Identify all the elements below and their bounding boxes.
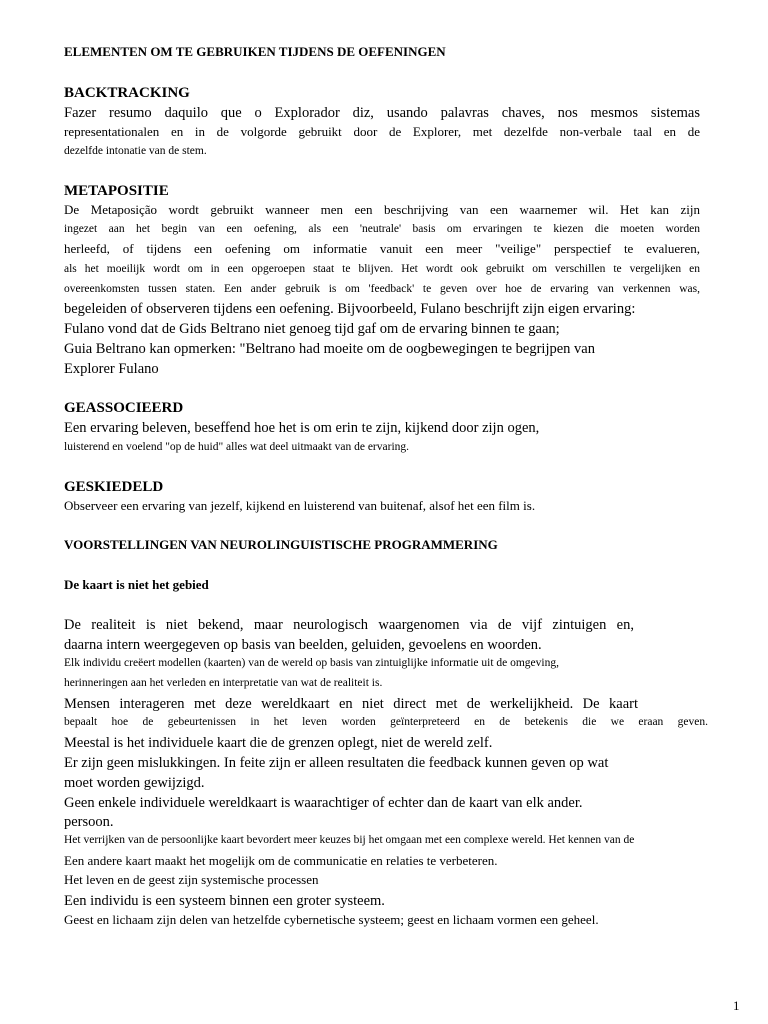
paragraph-line: representationalen en in de volgorde gebruikt door de Explorer, met dezelfde non-verbale taal en de — [64, 124, 700, 139]
paragraph-line: bepaalt hoe de gebeurtenissen in het leven worden geïnterpreteerd en de betekenis die we eraan geven. — [64, 716, 708, 728]
paragraph-line: Fazer resumo daquilo que o Explorador diz, usando palavras chaves, nos mesmos sistemas — [64, 105, 700, 121]
heading-geassocieerd: GEASSOCIEERD — [64, 400, 184, 416]
paragraph-line: Geest en lichaam zijn delen van hetzelfde cybernetische systeem; geest en lichaam vormen een geheel. — [64, 912, 599, 927]
paragraph-line: De Metaposição wordt gebruikt wanneer men een beschrijving van een waarnemer wil. Het kan zijn — [64, 202, 700, 217]
paragraph-line: Explorer Fulano — [64, 361, 159, 377]
paragraph-line: Een individu is een systeem binnen een groter systeem. — [64, 893, 385, 909]
paragraph-line: herinneringen aan het verleden en interpretatie van wat de realiteit is. — [64, 677, 383, 689]
paragraph-line: moet worden gewijzigd. — [64, 775, 205, 791]
paragraph-line: Observeer een ervaring van jezelf, kijkend en luisterend van buitenaf, alsof het een film is. — [64, 498, 536, 513]
paragraph-line: Een ervaring beleven, beseffend hoe het is om erin te zijn, kijkend door zijn ogen, — [64, 420, 540, 436]
paragraph-line: Geen enkele individuele wereldkaart is waarachtiger of echter dan de kaart van elk ander. — [64, 795, 583, 811]
paragraph-line: Het leven en de geest zijn systemische processen — [64, 872, 319, 887]
heading-geskiedeld: GESKIEDELD — [64, 479, 164, 495]
paragraph-line: als het moeilijk wordt om in een opgeroepen staat te blijven. Het wordt ook gebruikt om verschillen te vergelijken en — [64, 263, 700, 275]
paragraph-line: daarna intern weergegeven op basis van beelden, geluiden, gevoelens en woorden. — [64, 637, 542, 653]
paragraph-line: Meestal is het individuele kaart die de grenzen oplegt, niet de wereld zelf. — [64, 735, 493, 751]
paragraph-line: Guia Beltrano kan opmerken: "Beltrano had moeite om de oogbewegingen te begrijpen van — [64, 341, 595, 357]
paragraph-line: luisterend en voelend "op de huid" alles wat deel uitmaakt van de ervaring. — [64, 441, 410, 453]
paragraph-line: overeenkomsten tussen staten. Een ander gebruik is om 'feedback' te geven over hoe de ervaring van verkennen was, — [64, 283, 700, 295]
paragraph-line: De realiteit is niet bekend, maar neurologisch waargenomen via de vijf zintuigen en, — [64, 617, 634, 633]
paragraph-line: Fulano vond dat de Gids Beltrano niet genoeg tijd gaf om de ervaring binnen te gaan; — [64, 321, 560, 337]
heading-backtracking: BACKTRACKING — [64, 85, 190, 101]
paragraph-line: begeleiden of observeren tijdens een oefening. Bijvoorbeeld, Fulano beschrijft zijn eigen ervaring: — [64, 301, 636, 317]
paragraph-line: Het verrijken van de persoonlijke kaart bevordert meer keuzes bij het omgaan met een complexe wereld. Het kennen van de — [64, 834, 635, 846]
paragraph-line: ingezet aan het begin van een oefening, als een 'neutrale' basis om ervaringen te kiezen die moeten worden — [64, 223, 700, 235]
page-number: 1 — [733, 998, 740, 1013]
document-title: ELEMENTEN OM TE GEBRUIKEN TIJDENS DE OEFENINGEN — [64, 44, 446, 59]
paragraph-line: Elk individu creëert modellen (kaarten) van de wereld op basis van zintuiglijke informatie uit de omgeving, — [64, 657, 559, 669]
heading-metapositie: METAPOSITIE — [64, 183, 169, 199]
paragraph-line: dezelfde intonatie van de stem. — [64, 145, 207, 157]
paragraph-line: Een andere kaart maakt het mogelijk om de communicatie en relaties te verbeteren. — [64, 853, 498, 868]
paragraph-line: Mensen interageren met deze wereldkaart en niet direct met de werkelijkheid. De kaart — [64, 696, 638, 712]
heading-voorstellingen: VOORSTELLINGEN VAN NEUROLINGUISTISCHE PROGRAMMERING — [64, 537, 498, 552]
paragraph-line: persoon. — [64, 814, 114, 830]
paragraph-line: Er zijn geen mislukkingen. In feite zijn er alleen resultaten die feedback kunnen geven op wat — [64, 755, 609, 771]
subheading-kaart: De kaart is niet het gebied — [64, 577, 209, 592]
paragraph-line: herleefd, of tijdens een oefening om informatie vanuit een meer "veilige" perspectief te evalueren, — [64, 241, 700, 256]
